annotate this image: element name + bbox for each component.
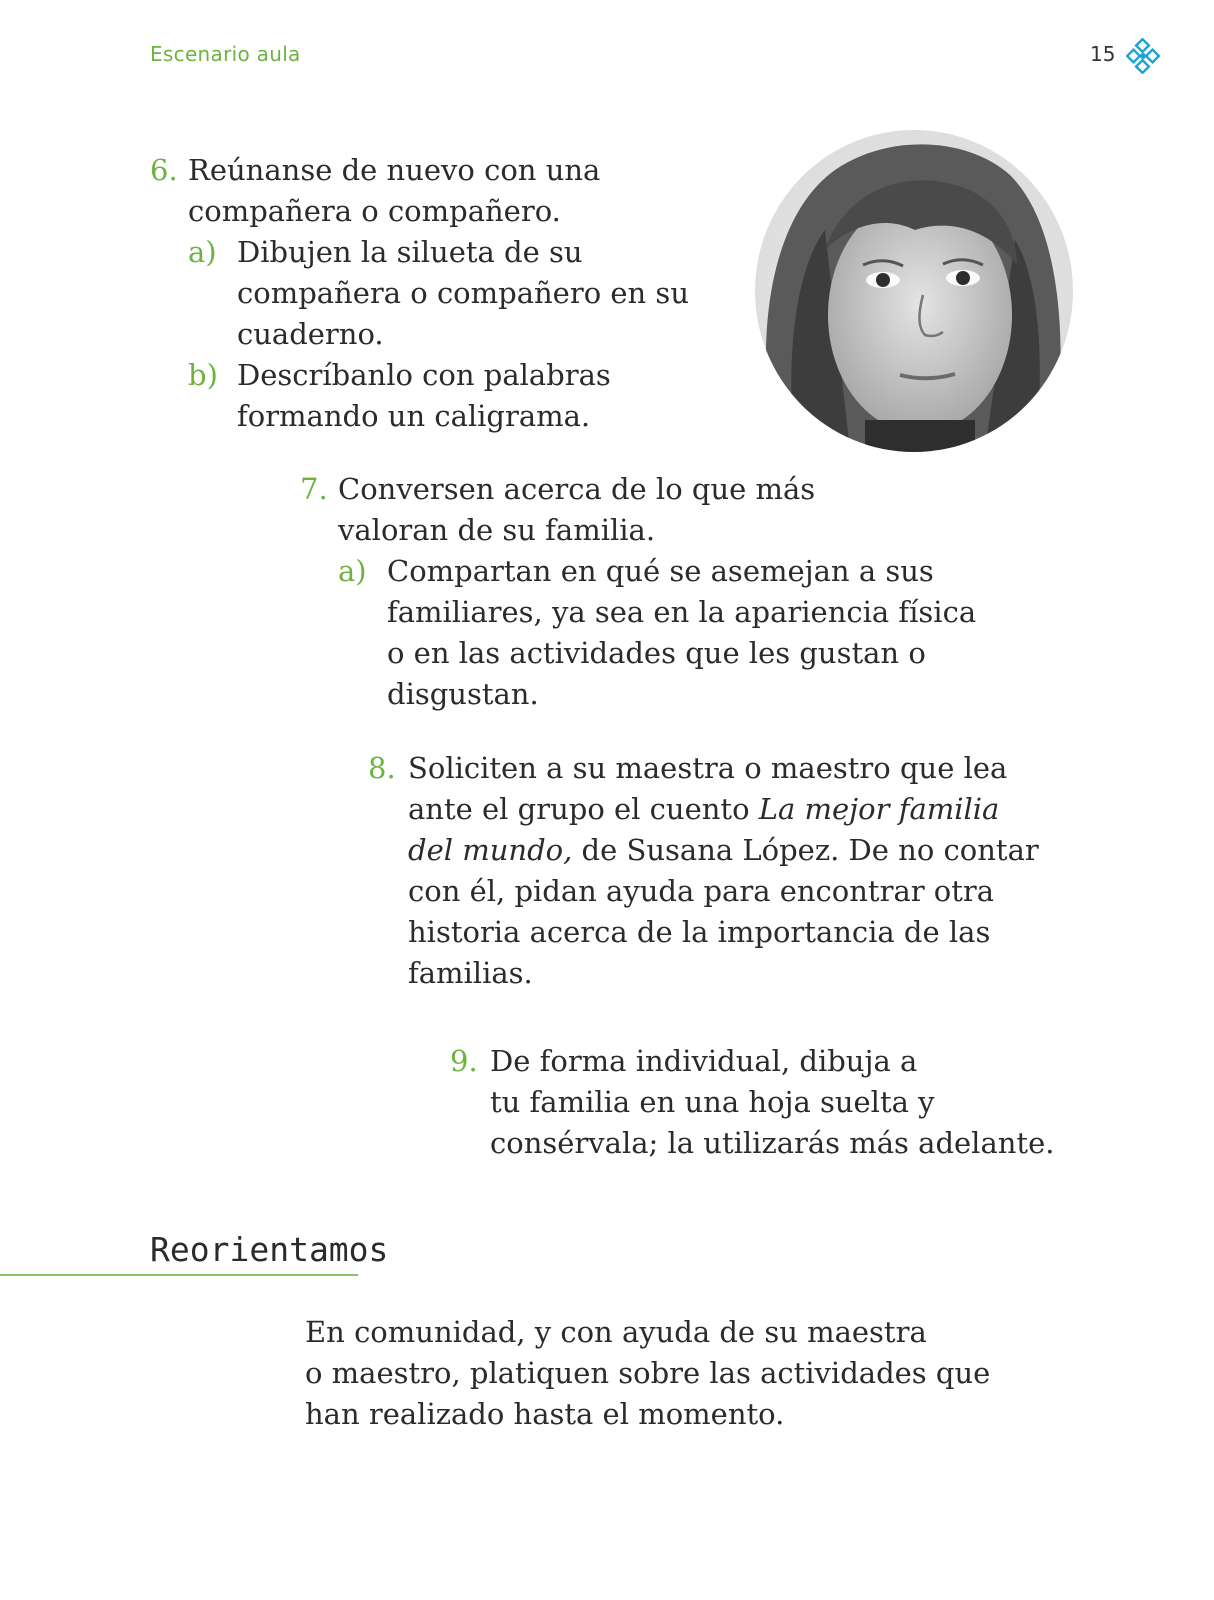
- sub-item-text: Dibujen la silueta de su: [237, 235, 583, 269]
- item-text: historia acerca de la importancia de las: [408, 915, 991, 949]
- item-text: Soliciten a su maestra o maestro que lea: [408, 751, 1008, 785]
- item-number: 8.: [368, 751, 396, 785]
- activity-item-8: [368, 748, 1039, 994]
- item-text: Reúnanse de nuevo con una: [188, 153, 601, 187]
- sub-item-text: disgustan.: [387, 677, 539, 711]
- paragraph-line: han realizado hasta el momento.: [305, 1397, 785, 1431]
- activity-item-9: [450, 1041, 1054, 1164]
- sub-item-text: compañera o compañero en su: [237, 276, 689, 310]
- sub-item-label: a): [188, 235, 217, 269]
- item-number: 6.: [150, 153, 178, 187]
- paragraph-line: En comunidad, y con ayuda de su maestra: [305, 1315, 927, 1349]
- item-number: 7.: [300, 472, 328, 506]
- paragraph-line: o maestro, platiquen sobre las actividades que: [305, 1356, 991, 1390]
- header-title: Escenario aula: [150, 42, 301, 66]
- page-number: 15: [1090, 42, 1116, 66]
- diamond-cluster-icon: [1126, 38, 1162, 74]
- activity-item-7: [300, 469, 976, 715]
- item-text: consérvala; la utilizarás más adelante.: [490, 1126, 1055, 1160]
- item-text: ante el grupo el cuento: [408, 792, 759, 826]
- sub-item-text: cuaderno.: [237, 317, 384, 351]
- item-text: tu familia en una hoja suelta y: [490, 1085, 935, 1119]
- sub-item-text: familiares, ya sea en la apariencia física: [387, 595, 977, 629]
- item-text: Conversen acerca de lo que más: [338, 472, 816, 506]
- item-text: De forma individual, dibuja a: [490, 1044, 918, 1078]
- child-portrait-photo: [755, 130, 1073, 452]
- section-heading: Reorientamos: [150, 1230, 389, 1269]
- sub-item-text: formando un caligrama.: [237, 399, 591, 433]
- book-title: del mundo,: [408, 833, 573, 867]
- item-text: valoran de su familia.: [338, 513, 656, 547]
- book-title: La mejor familia: [758, 792, 1000, 826]
- item-text: familias.: [408, 956, 533, 990]
- section-divider: [0, 1274, 358, 1276]
- item-text: con él, pidan ayuda para encontrar otra: [408, 874, 995, 908]
- item-number: 9.: [450, 1044, 478, 1078]
- section-paragraph: [305, 1312, 990, 1435]
- activity-item-6: [150, 150, 689, 437]
- sub-item-text: o en las actividades que les gustan o: [387, 636, 926, 670]
- item-text: de Susana López. De no contar: [572, 833, 1039, 867]
- item-text: compañera o compañero.: [188, 194, 561, 228]
- sub-item-text: Descríbanlo con palabras: [237, 358, 611, 392]
- sub-item-label: a): [338, 554, 367, 588]
- sub-item-label: b): [188, 358, 218, 392]
- sub-item-text: Compartan en qué se asemejan a sus: [387, 554, 934, 588]
